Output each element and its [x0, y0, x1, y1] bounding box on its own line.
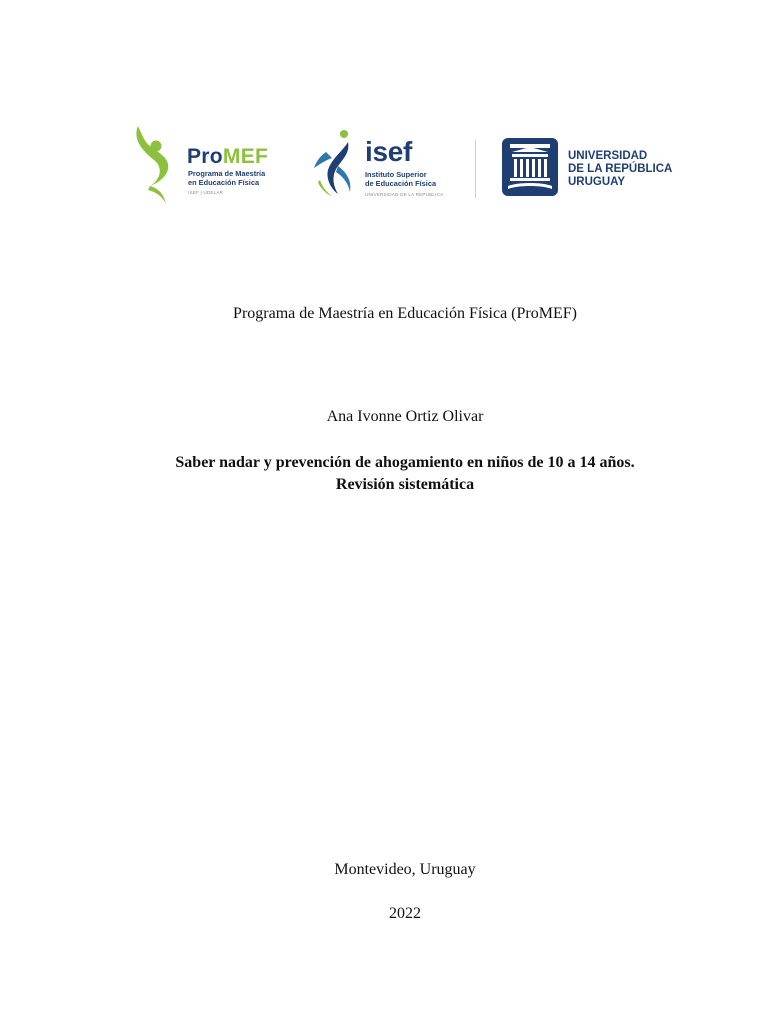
program-name: Programa de Maestría en Educación Física (ProMEF)	[233, 305, 577, 322]
udelar-line2: DE LA REPÚBLICA	[568, 163, 673, 175]
promef-subtitle-line1: Programa de Maestría	[188, 169, 266, 178]
udelar-line3: URUGUAY	[568, 176, 626, 188]
isef-subtitle	[365, 170, 475, 188]
thesis-title-line1: Saber nadar y prevención de ahogamiento en niños de 10 a 14 años.	[175, 454, 635, 471]
isef-subtitle-line2: de Educación Física	[365, 179, 437, 188]
udelar-logo	[500, 136, 690, 200]
logo-divider	[475, 140, 476, 198]
promef-subtitle	[188, 169, 298, 187]
promef-logo	[130, 122, 290, 208]
isef-wordmark: isef	[365, 136, 413, 167]
isef-figure-icon	[308, 122, 364, 208]
promef-wordmark	[187, 146, 268, 167]
isef-tagline: UNIVERSIDAD DE LA REPÚBLICA	[365, 192, 444, 197]
udelar-wordmark	[568, 150, 688, 189]
promef-figure-icon	[130, 122, 186, 208]
isef-subtitle-line1: Instituto Superior	[365, 170, 427, 179]
thesis-title-line2: Revisión sistemática	[335, 476, 475, 493]
publication-year: 2022	[389, 905, 421, 922]
promef-subtitle-line2: en Educación Física	[188, 178, 260, 187]
udelar-line1: UNIVERSIDAD	[568, 150, 648, 162]
isef-logo	[308, 122, 468, 208]
author-name: Ana Ivonne Ortiz Olivar	[326, 408, 484, 425]
thesis-title	[0, 452, 770, 496]
promef-wordmark-mef: MEF	[222, 145, 269, 168]
university-seal-icon	[500, 136, 560, 198]
promef-wordmark-pro: Pro	[187, 145, 223, 168]
publication-place: Montevideo, Uruguay	[334, 861, 476, 878]
promef-tagline: ISEF | UDELAR	[188, 190, 224, 195]
logo-band	[130, 118, 690, 208]
